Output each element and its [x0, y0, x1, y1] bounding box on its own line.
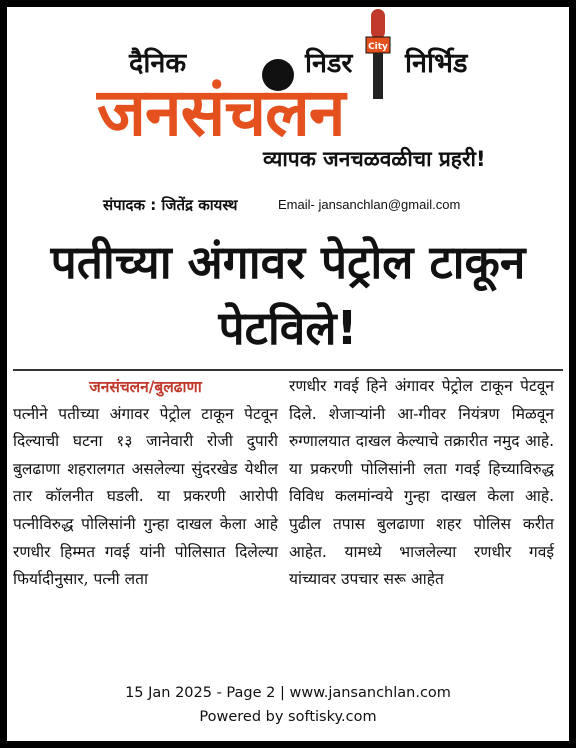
divider [13, 369, 563, 371]
article-text-2: रणधीर गवई हिने अंगावर पेट्रोल टाकून पेटवून दिले. शेजाऱ्यांनी आ-गीवर नियंत्रण मिळवून रुग्णालयात दाखल केल्याचे तक्रारीत नमुद आहे. या प्रकरणी पोलिसांनी लता गवई हिच्याविरुद्ध विविध कलमांन्वये गुन्हा दाखल केला आहे. पुढील तपास बुलढाणा शहर पोलिस करीत आहेत. यामध्ये भाजलेल्या रणधीर गवई यांच्यावर उपचार सरू आहेत [289, 377, 554, 589]
newspaper-page [7, 7, 569, 741]
editor-email: Email- jansanchlan@gmail.com [278, 197, 461, 212]
editor-label: संपादक : जितेंद्र कायस्थ [103, 196, 238, 214]
masthead-dainik: दैनिक [129, 48, 187, 79]
microphone-icon [363, 9, 393, 101]
footer [7, 681, 569, 729]
tagline: व्यापक जनचळवळीचा प्रहरी! [263, 147, 486, 171]
article-column-2 [289, 373, 554, 594]
footer-date-line: 15 Jan 2025 - Page 2 | www.jansanchlan.com [125, 685, 451, 701]
headline [7, 229, 569, 361]
dateline: जनसंचलन/बुलढाणा [89, 377, 202, 396]
brand-name: जनसंचलन [97, 74, 345, 151]
mic-label: City [368, 42, 388, 52]
footer-powered-by: Powered by softisky.com [199, 709, 377, 725]
masthead-nidar: निडर [305, 48, 353, 79]
headline-line-2: पेटविले! [218, 301, 358, 355]
headline-line-1: पतीच्या अंगावर पेट्रोल टाकून [50, 235, 526, 289]
masthead [7, 7, 569, 197]
masthead-nirbhid: निर्भिड [405, 48, 468, 79]
article-text-1: पत्नीने पतीच्या अंगावर पेट्रोल टाकून पेटवून दिल्याची घटना १३ जानेवारी रोजी दुपारी बुलढाणा शहरालगत असलेल्या सुंदरखेड येथील तार कॉलनीत घडली. या प्रकरणी आरोपी पत्नीविरुद्ध पोलिसांनी गुन्हा दाखल केला आहे रणधीर हिम्मत गवई यांनी पोलिसात दिलेल्या फिर्यादीनुसार, पत्नी लता [13, 404, 278, 589]
article-column-1 [13, 373, 278, 594]
